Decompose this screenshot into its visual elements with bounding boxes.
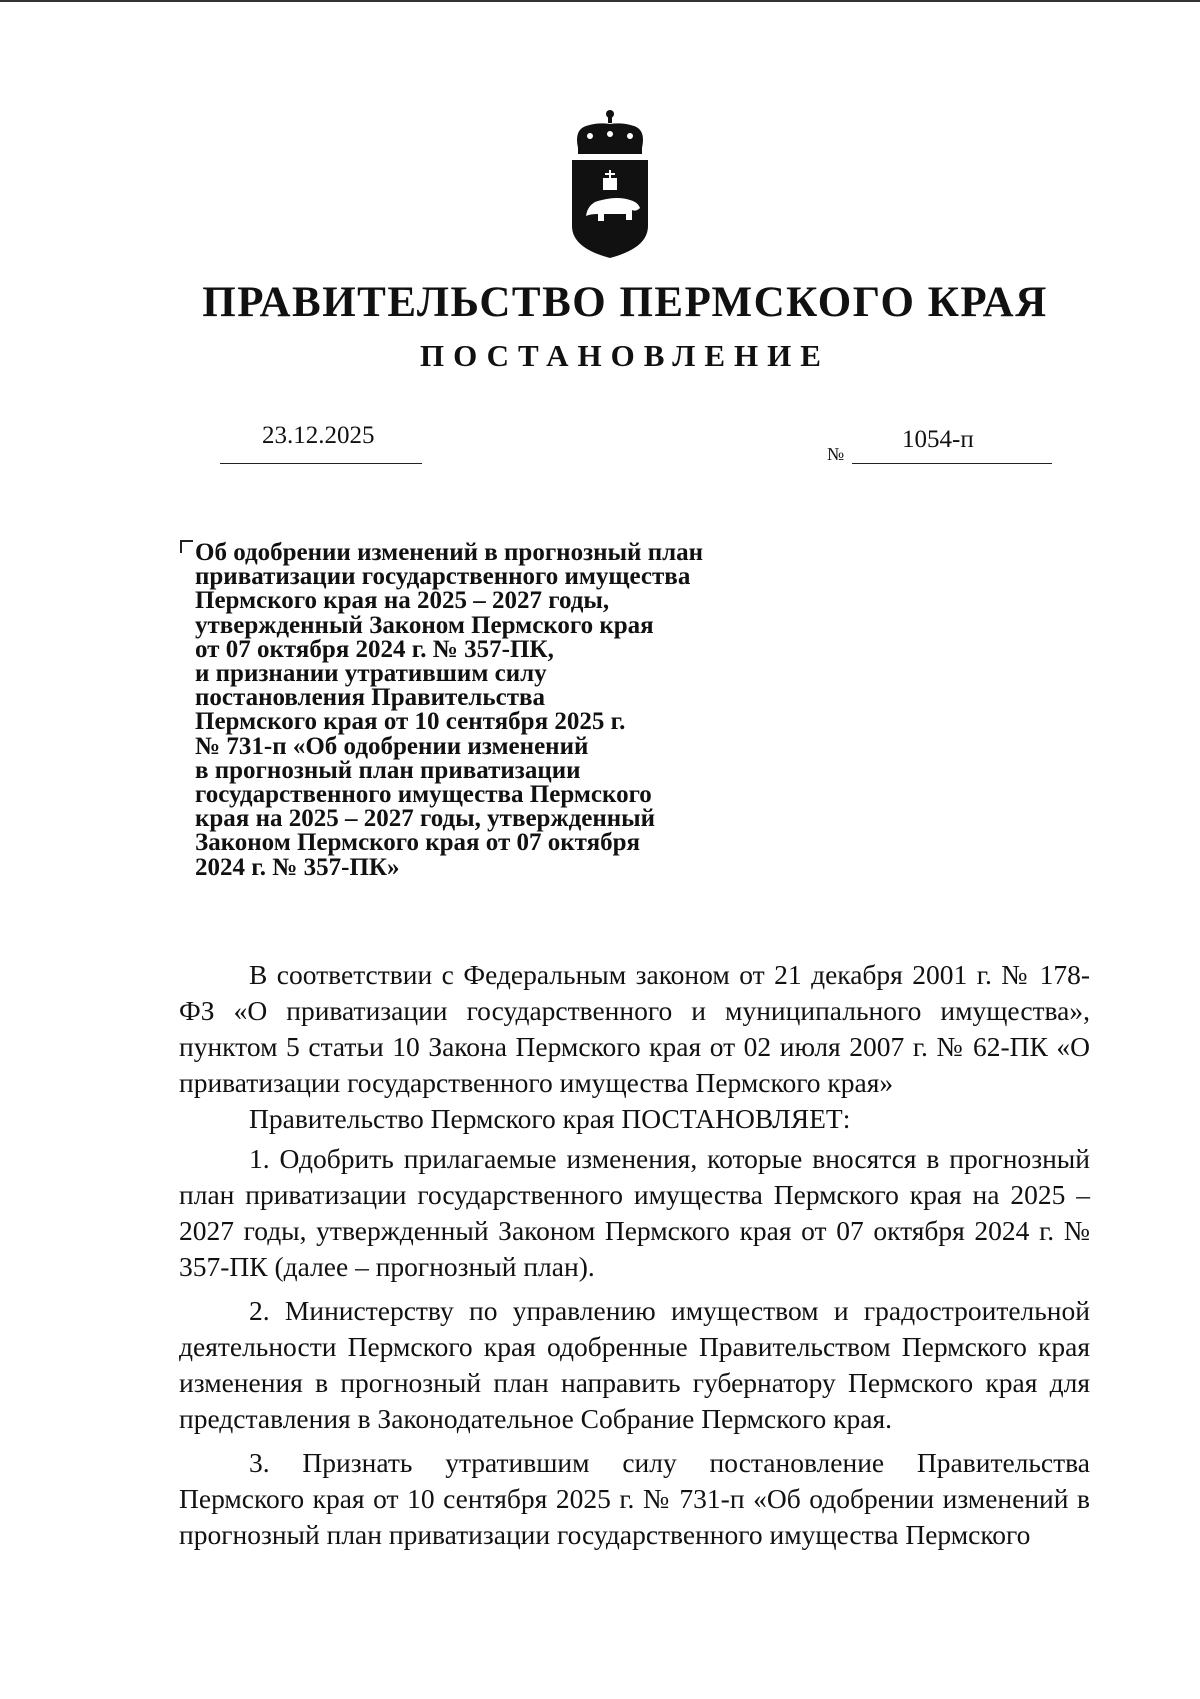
document-number: 1054-п — [902, 426, 974, 453]
document-subject — [195, 541, 795, 880]
subject-line: 2024 г. № 357-ПК» — [195, 853, 400, 881]
subject-line: постановления Правительства — [195, 684, 545, 712]
document-type: ПОСТАНОВЛЕНИЕ — [420, 338, 830, 373]
item-3-paragraph: 3. Признать утратившим силу постановление Правительства Пермского края от 10 сентября 2025 г. № 731-п «Об одобрении изменений в прогнозный план приватизации государственного имущества Пермского — [179, 1447, 1090, 1550]
subject-line: Законом Пермского края от 07 октября — [195, 829, 641, 857]
date-underline — [220, 463, 422, 464]
subject-line: государственного имущества Пермского — [195, 781, 652, 809]
resolve-paragraph: Правительство Пермского края ПОСТАНОВЛЯЕТ: — [249, 1103, 851, 1134]
subject-line: Пермского края на 2025 – 2027 годы, — [195, 587, 610, 615]
number-underline — [852, 463, 1052, 464]
organization-title: ПРАВИТЕЛЬСТВО ПЕРМСКОГО КРАЯ — [202, 279, 1048, 326]
subject-line: утвержденный Законом Пермского края — [195, 611, 654, 639]
document-date: 23.12.2025 — [262, 422, 375, 449]
subject-line: в прогнозный план приватизации — [195, 756, 581, 784]
number-sign: № — [827, 444, 845, 464]
preamble-paragraph: В соответствии с Федеральным законом от 21 декабря 2001 г. № 178-ФЗ «О приватизации государственного и муниципального имущества», пунктом 5 статьи 10 Закона Пермского края от 02 июля 2007 г. № 62-ПК «О приватизации государственного имущества Пермского края» — [179, 959, 1090, 1098]
item-2-paragraph: 2. Министерству по управлению имуществом и градостроительной деятельности Пермского края одобренные Правительством Пермского края изменения в прогнозный план направить губернатору Пермского края для представления в Законодательное Собрание Пермского края. — [179, 1295, 1090, 1434]
subject-line: края на 2025 – 2027 годы, утвержденный — [195, 805, 656, 833]
subject-line: Об одобрении изменений в прогнозный план — [195, 539, 704, 566]
subject-line: от 07 октября 2024 г. № 357-ПК, — [195, 635, 554, 663]
document-body — [179, 957, 1090, 1561]
subject-line: и признании утратившим силу — [195, 660, 547, 688]
subject-line: Пермского края от 10 сентября 2025 г. — [195, 708, 626, 736]
page-top-border — [0, 0, 1200, 2]
subject-corner-mark — [180, 540, 193, 553]
item-1-paragraph: 1. Одобрить прилагаемые изменения, которые вносятся в прогнозный план приватизации государственного имущества Пермского края на 2025 – 2027 годы, утвержденный Законом Пермского края от 07 октября 2024 г. № 357-ПК (далее – прогнозный план). — [179, 1143, 1090, 1282]
subject-line: № 731-п «Об одобрении изменений — [195, 732, 589, 760]
coat-of-arms-emblem — [568, 108, 652, 260]
subject-line: приватизации государственного имущества — [195, 563, 691, 591]
